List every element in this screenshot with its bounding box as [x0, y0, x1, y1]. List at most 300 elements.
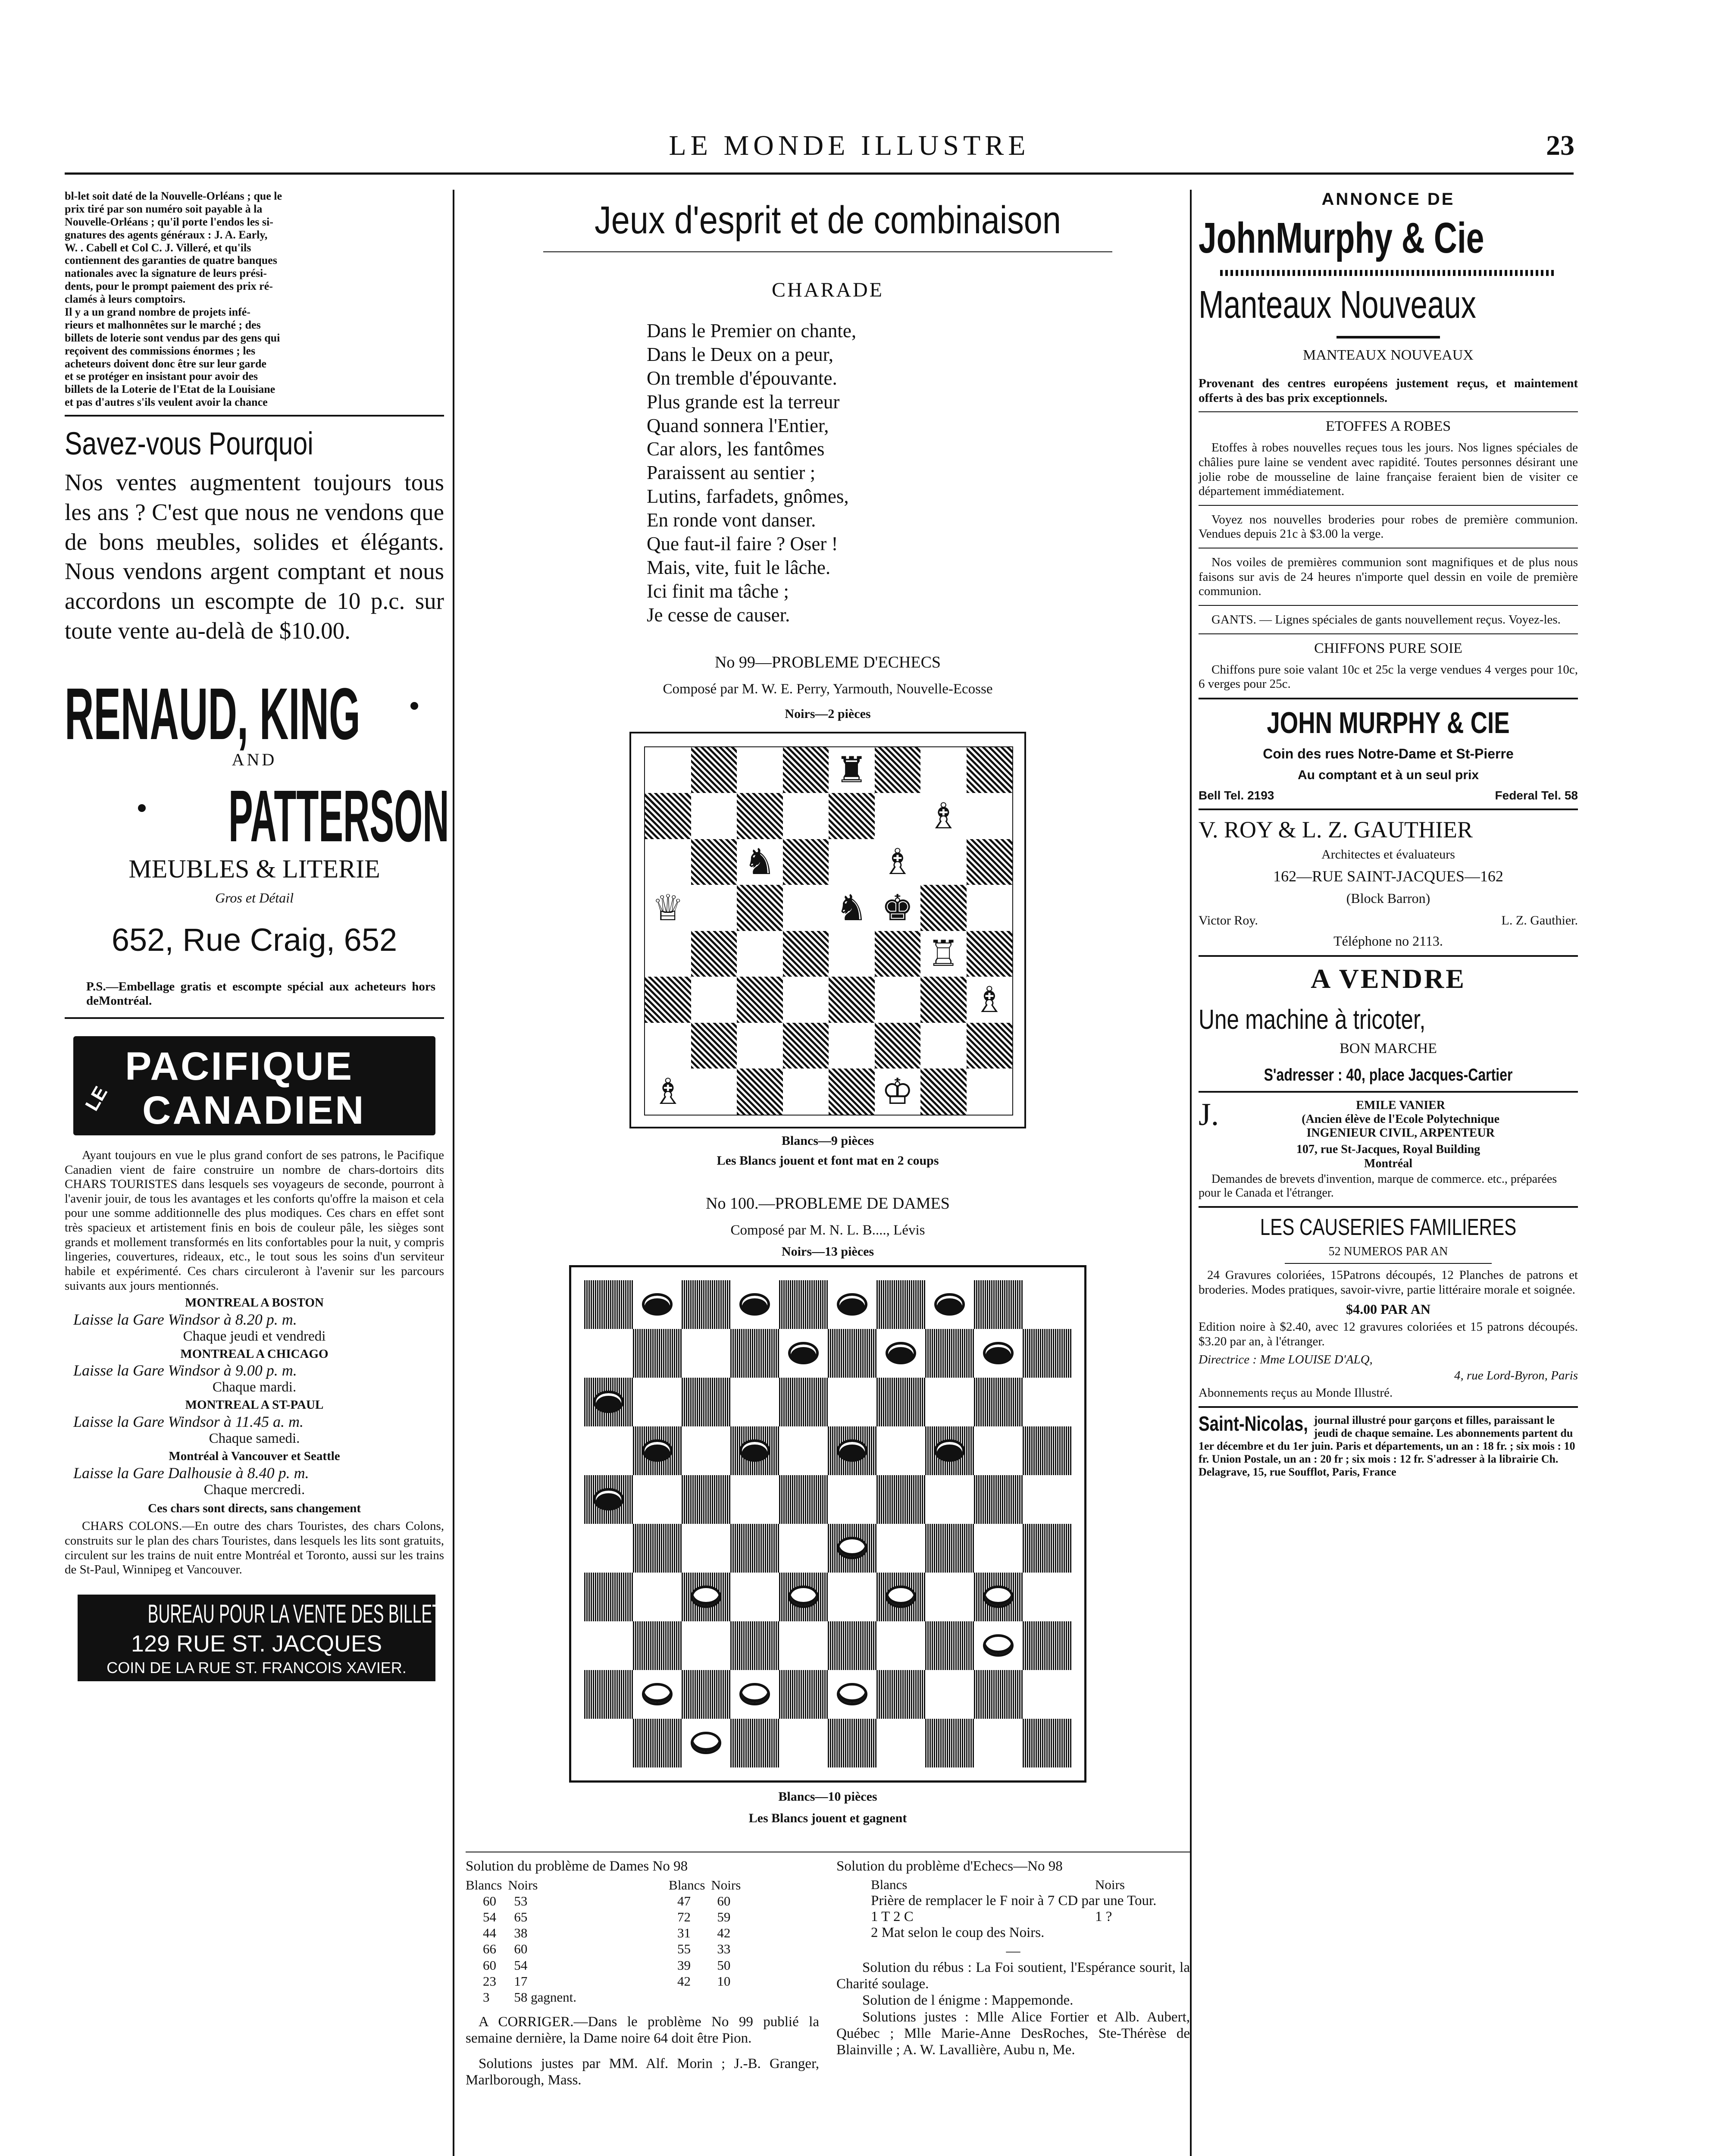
chess-square	[783, 793, 829, 839]
chess-piece: ♞	[737, 839, 783, 885]
sol-cell	[711, 1989, 747, 2005]
causeries-text: 24 Gravures coloriées, 15Patrons découpés, 12 Planches de patrons et broderies. Modes pratiques, savoir-vivre, partie littéraire morale et soignée.	[1199, 1268, 1578, 1297]
chess-square	[875, 931, 921, 977]
chess-square	[737, 1069, 783, 1115]
checkers-square	[633, 1329, 682, 1378]
notice-line: rieurs et malhonnêtes sur le marché ; des	[65, 318, 261, 331]
checkers-square	[730, 1329, 779, 1378]
chars-colons: CHARS COLONS.—En outre des chars Touristes, des chars Colons, construits sur le plan des chars Touristes, dans lesquels les lits sont gratuits, circulent sur les trains de nuit entre Montréal et Toronto, aussi sur les trains de St-Paul, Winnipeg et Vancouver.	[65, 1519, 444, 1577]
route-title: MONTREAL A ST-PAUL	[185, 1398, 324, 1412]
solutions-justes-right: Solutions justes : Mlle Alice Fortier et Alb. Aubert, Québec ; Mlle Marie-Anne DesRoches, Ste-Thérèse de Blainville ; A. W. Lavallière, Aubu n, Me.	[836, 2009, 1190, 2058]
chess-square	[783, 977, 829, 1023]
sol-cell: 23	[483, 1973, 496, 1989]
route-title: Montréal à Vancouver et Seattle	[169, 1449, 340, 1463]
checkers-square	[974, 1475, 1023, 1524]
checkers-square	[876, 1426, 925, 1475]
savez-text: Nos ventes augmentent toujours tous les ans ? C'est que nous ne vendons que de bons meubles, solides et élégants. Nous vendons argent comptant et nous accordons un escompte de 10 p.c. sur toute vente au-delà de $10.00.	[65, 469, 444, 644]
chess-square	[737, 885, 783, 931]
divider	[65, 1017, 444, 1019]
jm-phones: Bell Tel. 2193 Federal Tel. 58	[1199, 788, 1578, 802]
chess-problem-title: No 99—PROBLEME D'ECHECS	[714, 653, 941, 671]
store-address: 652, Rue Craig, 652	[111, 921, 398, 958]
checkers-square	[584, 1280, 633, 1329]
route-departure: Laisse la Gare Windsor à 9.00 p. m.	[73, 1362, 297, 1379]
chess-square	[737, 793, 783, 839]
chess-piece: ♖	[920, 931, 967, 977]
pacifique-canadien-logo: LE PACIFIQUE CANADIEN	[73, 1036, 435, 1135]
checkers-square	[828, 1378, 876, 1426]
notice-line: et pas d'autres s'ils veulent avoir la chance	[65, 396, 268, 409]
checkers-square	[1023, 1329, 1071, 1378]
manteaux-title: Manteaux Nouveaux	[1199, 283, 1476, 326]
chess-square	[920, 977, 967, 1023]
white-checker	[691, 1586, 721, 1608]
vanier-initial: J.	[1199, 1097, 1219, 1132]
chess-square	[691, 793, 737, 839]
black-checker	[837, 1439, 867, 1462]
route-days: Chaque mercredi.	[203, 1482, 305, 1498]
chess-square	[783, 839, 829, 885]
sol-cell: 42	[677, 1973, 691, 1989]
checkers-square	[682, 1670, 730, 1719]
sol-cell: 60	[717, 1893, 731, 1908]
notice-line: bl-let soit daté de la Nouvelle-Orléans ; que le	[65, 190, 282, 202]
chess-piece: ♕	[645, 885, 691, 931]
saint-nicolas-ad	[1199, 1414, 1578, 1478]
sol-cell: 65	[514, 1909, 528, 1924]
checkers-square	[876, 1621, 925, 1670]
black-checker	[934, 1293, 964, 1316]
chess-board	[629, 732, 1026, 1128]
solutions-left	[466, 1858, 819, 2089]
checkers-square	[876, 1524, 925, 1573]
manteaux-text: Provenant des centres européens justement reçus, et maintement offerts à des bas prix exceptionnels.	[1199, 376, 1578, 405]
causeries-address: 4, rue Lord-Byron, Paris	[1454, 1369, 1578, 1383]
wavy-rule	[1220, 270, 1556, 276]
sol-echecs-move2: 2 Mat selon le coup des Noirs.	[871, 1924, 1045, 1940]
roy-names: Victor Roy. L. Z. Gauthier.	[1199, 913, 1578, 928]
divider	[1199, 698, 1578, 699]
checkers-square	[925, 1621, 974, 1670]
checkers-square	[779, 1378, 828, 1426]
sol-cell: 60	[483, 1893, 496, 1908]
sol-cell: 66	[483, 1941, 496, 1957]
chess-piece: ♗	[645, 1069, 691, 1115]
route-departure: Laisse la Gare Windsor à 11.45 a. m.	[73, 1413, 304, 1431]
sol-cell: 60	[514, 1941, 528, 1957]
checkers-square	[682, 1475, 730, 1524]
checkers-square	[925, 1670, 974, 1719]
renaud-king: RENAUD, KING	[65, 672, 444, 745]
checkers-grid	[584, 1280, 1071, 1767]
direct-note: Ces chars sont directs, sans changement	[147, 1501, 361, 1515]
divider	[1199, 411, 1578, 412]
checkers-square	[925, 1329, 974, 1378]
sol-cell: 39	[677, 1957, 691, 1973]
column-divider-left	[453, 190, 454, 2156]
sol-dames-table	[466, 1877, 747, 2006]
running-title: LE MONDE ILLUSTRE	[669, 130, 1030, 161]
checkers-square	[1023, 1426, 1071, 1475]
vendre-machine: Une machine à tricoter,	[1199, 1003, 1426, 1035]
sol-cell: 33	[717, 1941, 731, 1957]
sol-header: Noirs	[711, 1877, 741, 1893]
broderies-text: Voyez nos nouvelles broderies pour robes de première communion. Vendues depuis 21c à $3.00 la verge.	[1199, 512, 1578, 541]
dames-noirs: Noirs—13 pièces	[781, 1244, 874, 1259]
notice-line: billets de loterie sont vendus par des gens qui	[65, 331, 280, 344]
murphy-title: JohnMurphy & Cie	[1199, 214, 1484, 262]
checkers-square	[974, 1280, 1023, 1329]
chess-square	[829, 931, 875, 977]
chess-square	[875, 1023, 921, 1069]
vanier-city: Montréal	[1364, 1156, 1412, 1170]
checkers-square	[876, 1378, 925, 1426]
charade-line: Dans le Premier on chante,	[647, 320, 857, 342]
dames-problem-title: No 100.—PROBLEME DE DAMES	[706, 1194, 950, 1213]
rebus-solution: Solution du rébus : La Foi soutient, l'Espérance sourit, la Charité soulage.	[836, 1959, 1190, 1992]
white-checker	[983, 1634, 1013, 1657]
sol-cell: 3	[483, 1989, 490, 2005]
checkers-square	[779, 1524, 828, 1573]
causeries-price: $4.00 PAR AN	[1346, 1301, 1430, 1317]
savez-title: Savez-vous Pourquoi	[65, 426, 313, 462]
white-checker	[691, 1732, 721, 1755]
charade-line: Que faut-il faire ? Oser !	[647, 533, 838, 555]
white-checker	[837, 1683, 867, 1706]
checkers-square	[584, 1426, 633, 1475]
chess-square	[645, 747, 691, 793]
sol-header: Blancs	[466, 1877, 502, 1893]
sol-cell: 17	[514, 1973, 528, 1989]
checkers-square	[682, 1621, 730, 1670]
black-checker	[934, 1439, 964, 1462]
chess-piece: ♗	[875, 839, 921, 885]
divider	[65, 415, 444, 417]
checkers-square	[876, 1475, 925, 1524]
sol-echecs-line1: Prière de remplacer le F noir à 7 CD par une Tour.	[871, 1893, 1157, 1908]
divider	[1199, 955, 1578, 957]
checkers-square	[828, 1329, 876, 1378]
chess-square	[829, 839, 875, 885]
route-days: Chaque mardi.	[212, 1379, 297, 1395]
chess-square	[920, 1023, 967, 1069]
causeries-title: LES CAUSERIES FAMILIERES	[1260, 1214, 1517, 1241]
chess-square	[967, 885, 1013, 931]
checkers-square	[828, 1719, 876, 1767]
short-rule	[1336, 336, 1440, 338]
train-routes	[65, 1296, 444, 1498]
sol-cell: 47	[677, 1893, 691, 1908]
chess-square	[737, 977, 783, 1023]
notice-line: clamés à leurs comptoirs.	[65, 293, 186, 306]
header-rule	[65, 172, 1574, 175]
vendre-title: A VENDRE	[1311, 963, 1466, 994]
sol-cell: 54	[483, 1909, 496, 1924]
sol-cell	[582, 1989, 711, 2005]
sol-echecs-title: Solution du problème d'Echecs—No 98	[836, 1858, 1063, 1874]
checkers-square	[1023, 1378, 1071, 1426]
notice-line: prix tiré par son numéro soit payable à la	[65, 202, 263, 215]
annonce-label: ANNONCE DE	[1321, 190, 1455, 209]
divider	[1199, 633, 1578, 634]
chess-square	[645, 839, 691, 885]
checkers-square	[876, 1280, 925, 1329]
games-title: Jeux d'esprit et de combinaison	[595, 199, 1061, 242]
route-title: MONTREAL A CHICAGO	[180, 1347, 329, 1361]
sol-cell: 10	[717, 1973, 731, 1989]
checkers-square	[682, 1329, 730, 1378]
charade-line: Quand sonnera l'Entier,	[647, 414, 829, 436]
chess-square	[691, 1069, 737, 1115]
checkers-square	[584, 1573, 633, 1621]
chess-piece: ♚	[875, 885, 921, 931]
charade-poem	[647, 319, 1190, 627]
black-checker	[642, 1293, 672, 1316]
chess-square	[967, 793, 1013, 839]
sol-echecs-headers	[836, 1877, 1190, 1893]
chess-noirs: Noirs—2 pièces	[785, 706, 871, 721]
lottery-notice	[65, 190, 444, 409]
sol-cell: 50	[717, 1957, 731, 1973]
chess-piece: ♜	[829, 747, 875, 793]
charade-line: Ici finit ma tâche ;	[647, 580, 789, 602]
route-title: MONTREAL A BOSTON	[185, 1296, 324, 1310]
checkers-square	[730, 1524, 779, 1573]
jm-coin: Coin des rues Notre-Dame et St-Pierre	[1263, 746, 1514, 761]
sol-echecs-header: Noirs	[1095, 1877, 1125, 1892]
jm-name: JOHN MURPHY & CIE	[1267, 705, 1510, 740]
checkers-square	[828, 1621, 876, 1670]
checkers-square	[633, 1378, 682, 1426]
right-column	[1199, 190, 1578, 1479]
chess-piece: ♞	[829, 885, 875, 931]
vendre-address: S'adresser : 40, place Jacques-Cartier	[1264, 1065, 1513, 1084]
checkers-square	[974, 1524, 1023, 1573]
checkers-square	[584, 1670, 633, 1719]
black-checker	[983, 1342, 1013, 1365]
chess-square	[691, 885, 737, 931]
column-divider-right	[1190, 190, 1192, 2156]
gros-detail: Gros et Détail	[215, 890, 294, 906]
checkers-square	[925, 1719, 974, 1767]
solutions-justes-left: Solutions justes par MM. Alf. Morin ; J.-B. Granger, Marlborough, Mass.	[466, 2056, 819, 2088]
chess-task: Les Blancs jouent et font mat en 2 coups	[717, 1153, 939, 1168]
checkers-board	[569, 1265, 1086, 1783]
chess-square	[967, 839, 1013, 885]
sol-cell: 38	[514, 1925, 528, 1941]
chess-piece: ♔	[875, 1069, 921, 1115]
checkers-square	[1023, 1670, 1071, 1719]
charade-line: Mais, vite, fuit le lâche.	[647, 556, 831, 578]
sol-echecs-move1: 1 T 2 C 1 ?	[871, 1908, 1112, 1924]
divider	[1285, 1263, 1492, 1264]
sol-cell: 55	[677, 1941, 691, 1957]
checkers-square	[682, 1426, 730, 1475]
chess-square	[691, 977, 737, 1023]
checkers-square	[974, 1426, 1023, 1475]
notice-line: contiennent des garanties de quatre banques	[65, 254, 277, 267]
chess-square	[691, 839, 737, 885]
checkers-square	[779, 1719, 828, 1767]
checkers-square	[779, 1670, 828, 1719]
checkers-square	[1023, 1719, 1071, 1767]
charade-line: Car alors, les fantômes	[647, 438, 825, 460]
checkers-square	[584, 1621, 633, 1670]
black-checker	[886, 1342, 916, 1365]
checkers-square	[974, 1378, 1023, 1426]
meubles-literie: MEUBLES & LITERIE	[128, 854, 380, 883]
checkers-square	[828, 1475, 876, 1524]
sol-echecs-header: Blancs	[871, 1877, 908, 1892]
notice-line: billets de la Loterie de l'Etat de la Louisiane	[65, 383, 275, 396]
checkers-square	[1023, 1475, 1071, 1524]
charade-title: CHARADE	[771, 279, 884, 301]
sol-cell: 54	[514, 1957, 528, 1973]
sol-cell: 59	[717, 1909, 731, 1924]
chess-piece: ♗	[967, 977, 1013, 1023]
chess-square	[967, 747, 1013, 793]
chess-square	[920, 747, 967, 793]
black-checker	[739, 1439, 770, 1462]
chess-square	[920, 839, 967, 885]
notice-line: et se protéger en insistant pour avoir des	[65, 370, 258, 383]
black-checker	[593, 1488, 623, 1511]
roy-block: (Block Barron)	[1346, 890, 1430, 906]
sol-cell: 42	[717, 1925, 731, 1941]
route-days: Chaque samedi.	[209, 1431, 300, 1447]
checkers-square	[730, 1719, 779, 1767]
black-checker	[593, 1391, 623, 1413]
page-number: 23	[1546, 130, 1574, 161]
checkers-square	[876, 1719, 925, 1767]
roy-tel: Téléphone no 2113.	[1333, 933, 1443, 949]
black-checker	[837, 1293, 867, 1316]
checkers-square	[633, 1475, 682, 1524]
chess-square	[783, 885, 829, 931]
chess-square	[783, 1023, 829, 1069]
divider	[543, 251, 1112, 252]
chess-square	[783, 931, 829, 977]
checkers-square	[925, 1475, 974, 1524]
checkers-square	[779, 1426, 828, 1475]
dames-task: Les Blancs jouent et gagnent	[748, 1811, 907, 1825]
chess-square	[829, 1023, 875, 1069]
chess-blancs: Blancs—9 pièces	[781, 1133, 874, 1148]
bullet	[138, 804, 146, 812]
vanier-ad: J. EMILE VANIER (Ancien élève de l'Ecole Polytechnique INGENIEUR CIVIL, ARPENTEUR	[1199, 1097, 1500, 1140]
bullet	[410, 702, 418, 710]
checkers-square	[584, 1719, 633, 1767]
chess-square	[691, 747, 737, 793]
divider	[1199, 505, 1578, 506]
enigme-solution: Solution de l énigme : Mappemonde.	[862, 1993, 1074, 2009]
left-column	[65, 190, 453, 1681]
chiffons-title: CHIFFONS PURE SOIE	[1314, 640, 1462, 656]
bureau-billets: BUREAU POUR LA VENTE DES BILLETS 129 RUE ST. JACQUES COIN DE LA RUE ST. FRANCOIS XAVIER.	[78, 1595, 435, 1681]
checkers-square	[1023, 1573, 1071, 1621]
checkers-square	[974, 1670, 1023, 1719]
causeries-abonnements: Abonnements reçus au Monde Illustré.	[1199, 1385, 1393, 1400]
charade-line: On tremble d'épouvante.	[647, 367, 837, 389]
sol-cell: 53	[514, 1893, 528, 1908]
vanier-desc: Demandes de brevets d'invention, marque de commerce. etc., préparées pour le Canada et l'étranger.	[1199, 1172, 1557, 1200]
route-departure: Laisse la Gare Dalhousie à 8.40 p. m.	[73, 1464, 309, 1482]
etoffes-text: Etoffes à robes nouvelles reçues tous les jours. Nos lignes spéciales de châlies pure laine se vendent avec rapidité. Toutes personnes désirant une jolie robe de mousseline de laine française feraient bien de visiter ce département immédiatement.	[1199, 441, 1578, 498]
checkers-square	[730, 1378, 779, 1426]
chess-square	[645, 793, 691, 839]
charade-line: Paraissent au sentier ;	[647, 462, 816, 484]
chess-square	[783, 747, 829, 793]
sol-cell: 58 gagnent.	[514, 1989, 577, 2005]
sol-cell: 72	[677, 1909, 691, 1924]
corriger-note: A CORRIGER.—Dans le problème No 99 publié la semaine dernière, la Dame noire 64 doit être Pion.	[466, 2014, 819, 2046]
chess-square	[737, 1023, 783, 1069]
checkers-square	[730, 1573, 779, 1621]
notice-line: acheteurs doivent donc être sur leur garde	[65, 357, 266, 370]
checkers-square	[974, 1719, 1023, 1767]
sol-dames-title: Solution du problème de Dames No 98	[466, 1858, 688, 1874]
white-checker	[886, 1586, 916, 1608]
checkers-square	[682, 1524, 730, 1573]
dames-problem-author: Composé par M. N. L. B...., Lévis	[730, 1222, 925, 1238]
ps-note: P.S.—Embellage gratis et escompte spécial aux acheteurs hors deMontréal.	[86, 979, 435, 1008]
jm-comptant: Au comptant et à un seul prix	[1297, 768, 1479, 782]
notice-line: reçoivent des commissions énormes ; les	[65, 344, 256, 357]
charade-line: Plus grande est la terreur	[647, 391, 840, 413]
chess-square	[829, 793, 875, 839]
checkers-square	[682, 1280, 730, 1329]
checkers-square	[925, 1378, 974, 1426]
vanier-address: 107, rue St-Jacques, Royal Building	[1296, 1143, 1480, 1156]
sol-header: Noirs	[508, 1877, 538, 1893]
checkers-square	[779, 1621, 828, 1670]
etoffes-title: ETOFFES A ROBES	[1325, 418, 1451, 435]
checkers-square	[876, 1670, 925, 1719]
roy-address: 162—RUE SAINT-JACQUES—162	[1273, 867, 1503, 885]
chess-square	[783, 1069, 829, 1115]
chess-piece: ♗	[920, 793, 967, 839]
checkers-square	[730, 1621, 779, 1670]
checkers-square	[633, 1524, 682, 1573]
notice-line: dents, pour le prompt paiement des prix ré-	[65, 280, 273, 293]
cp-text: Ayant toujours en vue le plus grand confort de ses patrons, le Pacifique Canadien vient de faire construire un nombre de chars-dortoirs dits CHARS TOURISTES dans lesquels ses voyageurs de seconde, pourront à l'avenir jouir, de tous les avantages et les conforts qu'offre la maison et cela pour une somme additionnelle des plus modiques. Ces chars en effet sont très spacieux et artistement finis en bois de couleur pâle, les sièges sont grands et mollement transformés en lits confortables pour la nuit, y compris lingeries, couvertures, rideaux, etc., le tout sous les soins d'un serviteur habile et expérimenté. Ces chars circuleront à l'avenir sur les parcours suivants aux jours mentionnés.	[65, 1148, 444, 1293]
notice-line: Nouvelle-Orléans ; qu'il porte l'endos les si-	[65, 215, 273, 228]
chess-problem-author: Composé par M. W. E. Perry, Yarmouth, Nouvelle-Ecosse	[663, 681, 993, 697]
checkers-square	[1023, 1280, 1071, 1329]
checkers-square	[828, 1573, 876, 1621]
white-checker	[983, 1586, 1013, 1608]
checkers-square	[584, 1524, 633, 1573]
checkers-square	[925, 1524, 974, 1573]
checkers-square	[779, 1475, 828, 1524]
chess-square	[967, 1023, 1013, 1069]
black-checker	[739, 1293, 770, 1316]
route-departure: Laisse la Gare Windsor à 8.20 p. m.	[73, 1310, 297, 1328]
chess-square	[829, 1069, 875, 1115]
charade-line: En ronde vont danser.	[647, 509, 816, 531]
checkers-square	[633, 1719, 682, 1767]
chess-square	[645, 977, 691, 1023]
chess-square	[691, 931, 737, 977]
chess-square	[737, 931, 783, 977]
charade-line: Je cesse de causer.	[647, 604, 790, 626]
divider	[1199, 1091, 1578, 1093]
saint-nicolas-text: journal illustré pour garçons et filles, paraissant le jeudi de chaque semaine. Les abonnements partent du 1er décembre et du 1er juin. Paris et départements, un an : 18 fr. ; six mois : 10 fr. Union Postale, un an : 20 fr ; six mois : 12 fr. S'adresser à la librairie Ch. Delagrave, 15, rue Soufflot, Paris, France	[1199, 1414, 1575, 1478]
chiffons-text: Chiffons pure soie valant 10c et 25c la verge vendues 4 verges pour 10c, 6 verges pour 25c.	[1199, 662, 1578, 691]
causeries-sub: 52 NUMEROS PAR AN	[1328, 1245, 1448, 1259]
checkers-square	[633, 1573, 682, 1621]
page-header	[0, 0, 1734, 181]
